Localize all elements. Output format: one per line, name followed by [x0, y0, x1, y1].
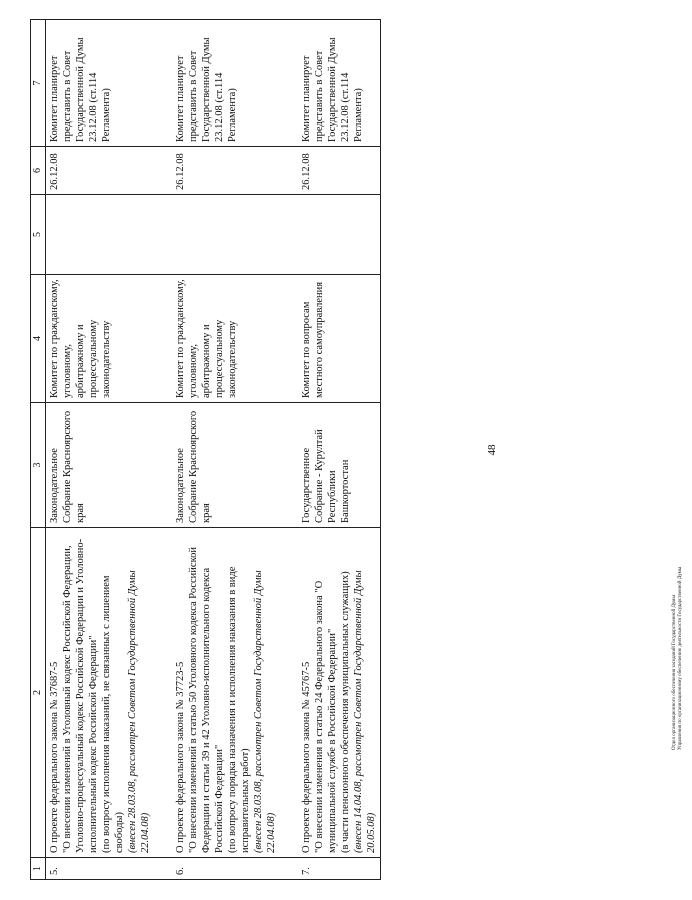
- column-header: 2: [31, 528, 46, 858]
- table-row: [46, 20, 155, 880]
- date: 26.12.08: [298, 147, 381, 195]
- committee: Комитет по гражданскому, уголовному, арбитражному и процессуальному законодательству: [46, 275, 155, 403]
- bill-quote: "О внесении изменения в статью 24 Федерального закона "О муниципальной службе в Российской Федерации": [314, 580, 338, 853]
- bill-quote: "О внесении изменений в Уголовный кодекс Российской Федерации, Уголовно-процессуальный кодекс Российской Федерации и Уголовно-исполнительный кодекс Российской Федерации": [62, 538, 99, 853]
- bill-subject: (по вопросу исполнения наказаний, не связанных с лишением свободы): [101, 575, 125, 853]
- column-header: 4: [31, 275, 46, 403]
- column-5-cell: [172, 195, 280, 275]
- footer-line-1: Отдел организационного обеспечения заседаний Государственной Думы: [672, 595, 677, 750]
- column-5-cell: [46, 195, 155, 275]
- bill-note: (внесен 14.04.08, рассмотрен Советом Государственной Думы 20.05.08): [353, 570, 377, 853]
- committee: Комитет по гражданскому, уголовному, арбитражному и процессуальному законодательству: [172, 275, 280, 403]
- initiator: Законодательное Собрание Красноярского края: [46, 403, 155, 528]
- footer: [672, 150, 692, 750]
- footer-line-2: Управления по организационному обеспечению деятельности Государственной Думы: [678, 566, 683, 750]
- initiator: Государственное Собрание - Курултай Республики Башкортостан: [298, 403, 381, 528]
- planned-action: Комитет планирует представить в Совет Государственной Думы 23.12.08 (ст.114 Регламента): [298, 20, 381, 147]
- page-number: 48: [486, 444, 498, 456]
- row-number: 5.: [46, 858, 155, 880]
- row-spacer: [154, 20, 172, 880]
- column-header: 3: [31, 403, 46, 528]
- bill-title: О проекте федерального закона № 45767-5: [301, 661, 312, 853]
- bill-subject: (по вопросу порядка назначения и исполнения наказания в виде исправительных работ): [227, 566, 251, 853]
- date: 26.12.08: [46, 147, 155, 195]
- row-number: 7.: [298, 858, 381, 880]
- table-row: [172, 20, 280, 880]
- planned-action: Комитет планирует представить в Совет Государственной Думы 23.12.08 (ст.114 Регламента): [46, 20, 155, 147]
- date: 26.12.08: [172, 147, 280, 195]
- table-row: [298, 20, 381, 880]
- column-header: 1: [31, 858, 46, 880]
- column-5-cell: [298, 195, 381, 275]
- legislation-table: [30, 19, 381, 880]
- bill-quote: "О внесении изменений в статью 50 Уголовного кодекса Российской Федерации и статьи 39 и 42 Уголовно-исполнительного кодекса Российской Федерации": [188, 546, 225, 853]
- table-header-row: [31, 20, 46, 880]
- bill-note: (внесен 28.03.08, рассмотрен Советом Государственной Думы 22.04.08): [253, 570, 277, 853]
- bill-description: [46, 528, 155, 858]
- bill-subject: (в части пенсионного обеспечения муниципальных служащих): [340, 571, 351, 853]
- bill-title: О проекте федерального закона № 37723-5: [175, 661, 186, 853]
- planned-action: Комитет планирует представить в Совет Государственной Думы 23.12.08 (ст.114 Регламента): [172, 20, 280, 147]
- bill-description: [298, 528, 381, 858]
- bill-description: [172, 528, 280, 858]
- row-spacer: [280, 20, 298, 880]
- column-header: 5: [31, 195, 46, 275]
- column-header: 7: [31, 20, 46, 147]
- row-number: 6.: [172, 858, 280, 880]
- column-header: 6: [31, 147, 46, 195]
- committee: Комитет по вопросам местного самоуправления: [298, 275, 381, 403]
- bill-title: О проекте федерального закона № 37687-5: [49, 661, 60, 853]
- initiator: Законодательное Собрание Красноярского края: [172, 403, 280, 528]
- bill-note: (внесен 28.03.08, рассмотрен Советом Государственной Думы 22.04.08): [127, 570, 151, 853]
